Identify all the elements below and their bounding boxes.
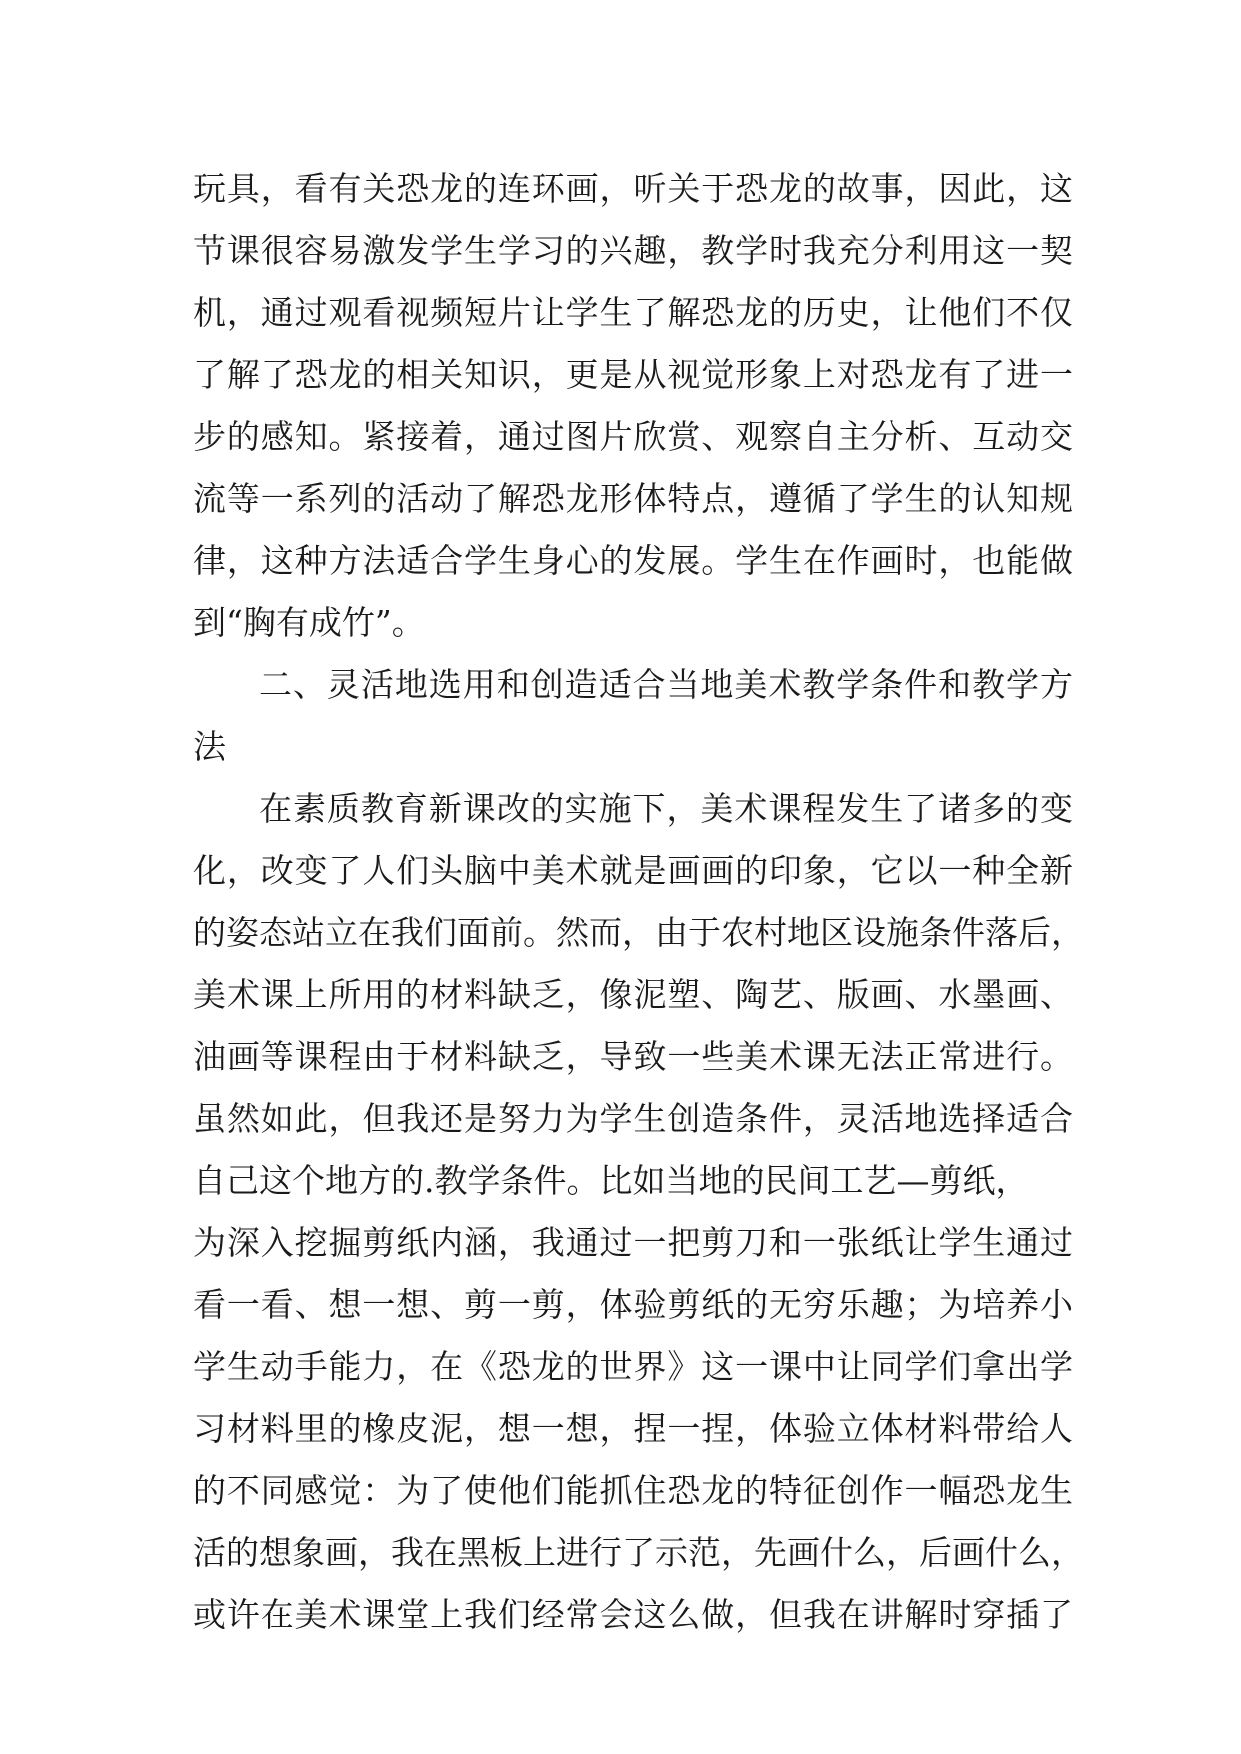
- heading-line: 二、灵活地选用和创造适合当地美术教学条件和教学方: [259, 665, 1073, 704]
- text-line: 步的感知。紧接着，通过图片欣赏、观察自主分析、互动交: [193, 417, 1073, 456]
- text-line: 律，这种方法适合学生身心的发展。学生在作画时，也能做: [193, 541, 1073, 580]
- body-text: [193, 158, 1084, 1646]
- text-line: 习材料里的橡皮泥，想一想，捏一捏，体验立体材料带给人: [193, 1409, 1073, 1448]
- text-line: 的不同感觉：为了使他们能抓住恐龙的特征创作一幅恐龙生: [193, 1471, 1073, 1510]
- text-line: 或许在美术课堂上我们经常会这么做，但我在讲解时穿插了: [193, 1595, 1073, 1634]
- paragraph-2: [193, 778, 1084, 1646]
- text-line: 的姿态站立在我们面前。然而，由于农村地区设施条件落后，: [193, 913, 1084, 952]
- text-line: 自己这个地方的.教学条件。比如当地的民间工艺—剪纸，: [193, 1161, 1029, 1200]
- text-line: 化，改变了人们头脑中美术就是画画的印象，它以一种全新: [193, 851, 1073, 890]
- text-line: 美术课上所用的材料缺乏，像泥塑、陶艺、版画、水墨画、: [193, 975, 1073, 1014]
- text-line: 虽然如此，但我还是努力为学生创造条件，灵活地选择适合: [193, 1099, 1073, 1138]
- text-line: 到“胸有成竹”。: [193, 603, 425, 642]
- text-line: 玩具，看有关恐龙的连环画，听关于恐龙的故事，因此，这: [193, 169, 1073, 208]
- heading-line: 法: [193, 727, 226, 766]
- text-line: 了解了恐龙的相关知识，更是从视觉形象上对恐龙有了进一: [193, 355, 1073, 394]
- text-line: 看一看、想一想、剪一剪，体验剪纸的无穷乐趣；为培养小: [193, 1285, 1073, 1324]
- text-line: 活的想象画，我在黑板上进行了示范，先画什么，后画什么，: [193, 1533, 1084, 1572]
- text-line: 为深入挖掘剪纸内涵，我通过一把剪刀和一张纸让学生通过: [193, 1223, 1073, 1262]
- section-heading-2: [193, 654, 1073, 778]
- text-line: 油画等课程由于材料缺乏，导致一些美术课无法正常进行。: [193, 1037, 1073, 1076]
- paragraph-1: [193, 158, 1073, 654]
- text-line: 在素质教育新课改的实施下，美术课程发生了诸多的变: [259, 789, 1073, 828]
- text-line: 流等一系列的活动了解恐龙形体特点，遵循了学生的认知规: [193, 479, 1073, 518]
- text-line: 节课很容易激发学生学习的兴趣，教学时我充分利用这一契: [193, 231, 1073, 270]
- text-line: 学生动手能力，在《恐龙的世界》这一课中让同学们拿出学: [193, 1347, 1073, 1386]
- text-line: 机，通过观看视频短片让学生了解恐龙的历史，让他们不仅: [193, 293, 1073, 332]
